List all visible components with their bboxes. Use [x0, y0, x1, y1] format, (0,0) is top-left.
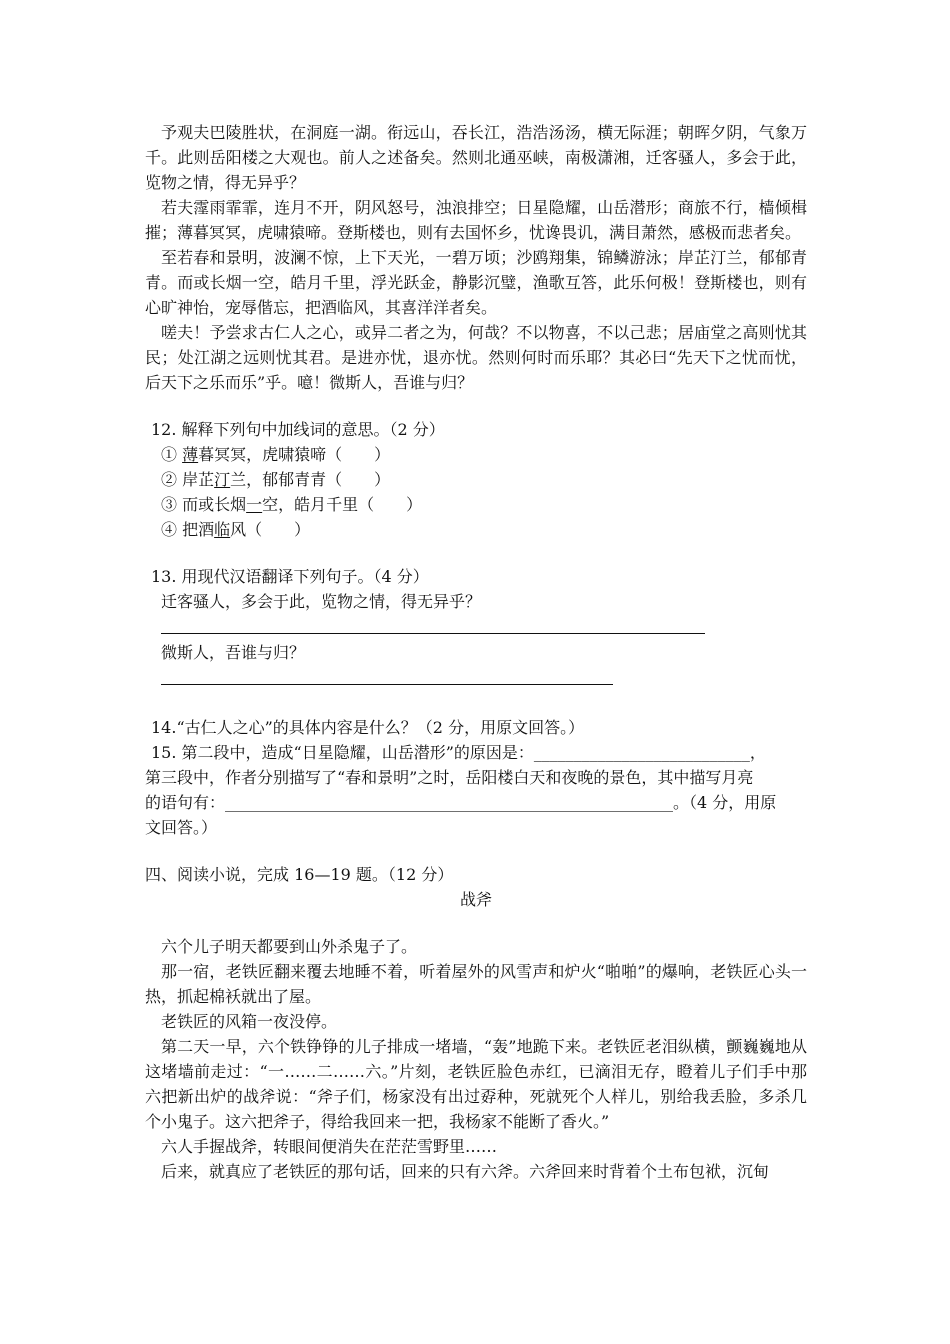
item-pre-text: 把酒: [182, 520, 215, 539]
question-13-sentence-1: 迁客骚人，多会于此，览物之情，得无异乎？: [161, 592, 482, 611]
story-paragraph-4: 第二天一早，六个铁铮铮的儿子排成一堵墙，“轰”地跪下来。老铁匠老泪纵横，颤巍巍地从这堵墙前走过：“一……二……六。”片刻，老铁匠脸色赤红，已滴泪无存，瞪着儿子们手中那六把新出炉的战斧说：“斧子们，杨家没有出过孬种，死就死个人样儿，别给我丢脸，多杀几个小鬼子。这六把斧子，得给我回来一把，我杨家不能断了香火。”: [145, 1037, 807, 1131]
item-post-text: 空，皓月千里（ ）: [262, 495, 423, 514]
question-12: [145, 417, 807, 542]
item-number: ①: [161, 445, 178, 464]
story-paragraph-3: 老铁匠的风箱一夜没停。: [161, 1012, 338, 1031]
section-4-heading: 四、阅读小说，完成 16—19 题。（12 分）: [145, 865, 454, 884]
item-post-text: 兰，郁郁青青（ ）: [230, 470, 391, 489]
underlined-word: 汀: [214, 470, 231, 489]
question-15-line-4: 文回答。）: [145, 818, 218, 837]
item-pre-text: 而或长烟: [182, 495, 247, 514]
story-paragraph-2: 那一宿，老铁匠翻来覆去地睡不着，听着屋外的风雪声和炉火“啪啪”的爆响，老铁匠心头一热，抓起棉袄就出了屋。: [145, 962, 807, 1006]
question-13-stem: 13. 用现代汉语翻译下列句子。（4 分）: [151, 567, 429, 586]
passage-paragraph-2: 若夫霪雨霏霏，连月不开，阴风怒号，浊浪排空；日星隐耀，山岳潜形；商旅不行，樯倾楫摧；薄暮冥冥，虎啸猿啼。登斯楼也，则有去国怀乡，忧谗畏讥，满目萧然，感极而悲者矣。: [145, 198, 807, 242]
question-13-sentence-2: 微斯人，吾谁与归？: [161, 643, 306, 662]
story-paragraph-5: 六人手握战斧，转眼间便消失在茫茫雪野里……: [161, 1137, 498, 1156]
item-number: ④: [161, 520, 178, 539]
item-post-text: 暮冥冥，虎啸猿啼（ ）: [198, 445, 391, 464]
story-paragraph-6: 后来，就真应了老铁匠的那句话，回来的只有六斧。六斧回来时背着个土布包袱，沉甸: [161, 1162, 770, 1181]
question-13: [145, 564, 807, 685]
question-12-item-3: [145, 492, 807, 517]
underlined-word: 薄: [182, 445, 199, 464]
story-title: 战斧: [459, 890, 492, 909]
story-paragraph-1: 六个儿子明天都要到山外杀鬼子了。: [161, 937, 418, 956]
underlined-word: 临: [214, 520, 231, 539]
question-12-stem: 12. 解释下列句中加线词的意思。（2 分）: [151, 420, 445, 439]
item-post-text: 风（ ）: [230, 520, 311, 539]
document-page: [145, 120, 807, 1184]
underlined-word: 一: [246, 495, 263, 514]
item-number: ②: [161, 470, 178, 489]
passage-paragraph-1: 予观夫巴陵胜状，在洞庭一湖。衔远山，吞长江，浩浩汤汤，横无际涯；朝晖夕阴，气象万千。此则岳阳楼之大观也。前人之述备矣。然则北通巫峡，南极潇湘，迁客骚人，多会于此，览物之情，得无异乎？: [145, 123, 807, 192]
question-14: 14.“古仁人之心”的具体内容是什么？（2 分，用原文回答。）: [151, 718, 585, 737]
passage-paragraph-4: 嗟夫！予尝求古仁人之心，或异二者之为，何哉？不以物喜，不以己悲；居庙堂之高则忧其民；处江湖之远则忧其君。是进亦忧，退亦忧。然则何时而乐耶？其必曰“先天下之忧而忧，后天下之乐而乐”乎。噫！微斯人，吾谁与归？: [145, 323, 807, 392]
question-12-item-1: [145, 442, 807, 467]
question-15: [145, 740, 807, 840]
question-15-line-3: 的语句有：________________________________________________________。（4 分，用原: [145, 793, 777, 812]
question-15-line-1: 15. 第二段中，造成“日星隐耀，山岳潜形”的原因是：___________________________，: [151, 743, 766, 762]
item-pre-text: 岸芷: [182, 470, 215, 489]
question-12-item-4: [145, 517, 807, 542]
passage-paragraph-3: 至若春和景明，波澜不惊，上下天光，一碧万顷；沙鸥翔集，锦鳞游泳；岸芷汀兰，郁郁青青。而或长烟一空，皓月千里，浮光跃金，静影沉璧，渔歌互答，此乐何极！登斯楼也，则有心旷神怡，宠辱偕忘，把酒临风，其喜洋洋者矣。: [145, 248, 807, 317]
question-15-line-2: 第三段中，作者分别描写了“春和景明”之时，岳阳楼白天和夜晚的景色，其中描写月亮: [145, 768, 754, 787]
item-number: ③: [161, 495, 178, 514]
question-12-item-2: [145, 467, 807, 492]
